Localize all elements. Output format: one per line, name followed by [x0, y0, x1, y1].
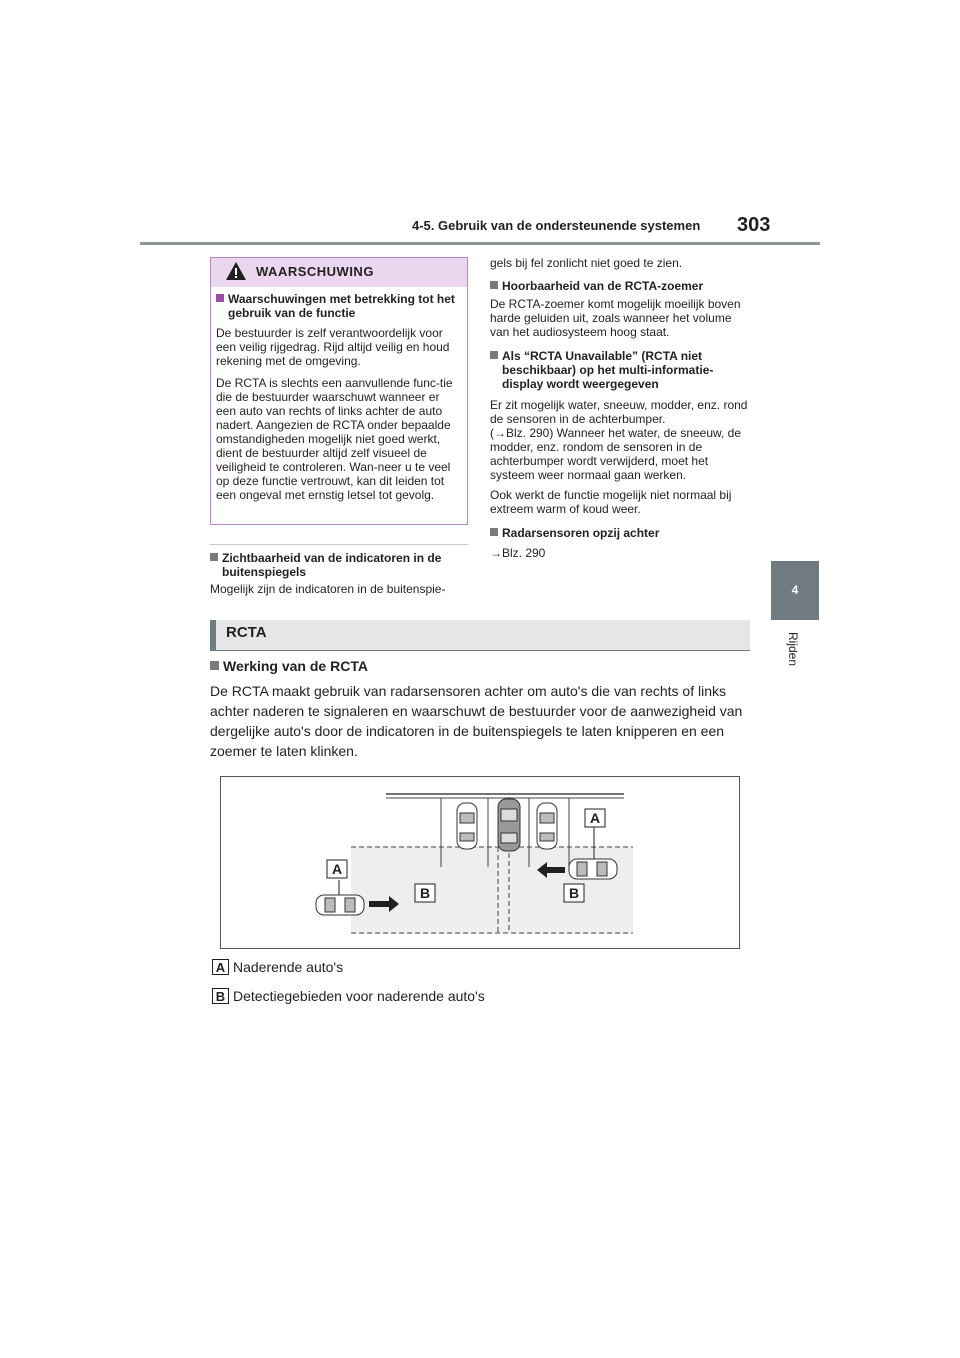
chapter-tab-label: Rijden — [786, 632, 800, 667]
section-title: RCTA — [226, 624, 267, 641]
gray-square-bullet-icon — [490, 528, 498, 536]
section-rule — [210, 650, 750, 651]
approaching-car — [316, 895, 364, 915]
gray-square-bullet-icon — [210, 553, 218, 561]
rcta-diagram — [220, 776, 740, 949]
legend-text-b: Detectiegebieden voor naderende auto's — [233, 988, 485, 1004]
rcta-illustration — [221, 777, 739, 948]
parked-car — [457, 803, 477, 849]
item-heading: Als “RCTA Unavailable” (RCTA niet beschikbaar) op het multi-informatie-display wordt weergegeven — [490, 349, 752, 391]
paragraph: Mogelijk zijn de indicatoren in de buitenspie- — [210, 582, 446, 596]
header-rule — [140, 242, 820, 245]
item-heading: Zichtbaarheid van de indicatoren in de buitenspiegels — [210, 551, 470, 579]
warning-paragraph: De RCTA is slechts een aanvullende func-tie die de bestuurder waarschuwt wanneer er een auto van rechts of links achter de auto nadert. Aangezien de RCTA onder bepaalde omstandigheden mogelijk niet goed werkt, dient de bestuurder altijd zelf visueel de veiligheid te controleren. Wan-neer u te veel op deze functie vertrouwt, kan dit leiden tot een ongeval met ernstig letsel tot gevolg. — [216, 376, 453, 502]
diagram-label-b: B — [568, 885, 580, 901]
page-number: 303 — [737, 214, 771, 236]
approaching-car — [569, 859, 617, 879]
section-paragraph: De RCTA maakt gebruik van radarsensoren achter om auto's die van rechts of links achter naderen te signaleren en waarschuwt de bestuurder voor de aanwezigheid van dergelijke auto's door de indicatoren in de buitenspiegels te laten knipperen en een zoemer te laten klinken. — [210, 683, 743, 759]
warning-paragraph: De bestuurder is zelf verantwoordelijk voor een veilig rijgedrag. Rijd altijd veilig en houd rekening met de omgeving. — [216, 326, 450, 368]
diagram-label-b: B — [419, 885, 431, 901]
own-car — [498, 799, 520, 851]
subsection-heading: Werking van de RCTA — [210, 658, 368, 674]
diagram-label-a: A — [589, 810, 601, 826]
warning-title: WAARSCHUWING — [256, 264, 374, 279]
parked-car — [537, 803, 557, 849]
divider — [210, 544, 468, 545]
warning-triangle-icon — [225, 261, 247, 281]
page-reference: →Blz. 290 — [490, 546, 546, 560]
item-heading: Hoorbaarheid van de RCTA-zoemer — [490, 279, 752, 293]
chapter-tab-divider — [771, 620, 819, 621]
section-bar — [210, 620, 750, 650]
gray-square-bullet-icon — [490, 351, 498, 359]
chapter-tab: 4 — [771, 561, 819, 620]
purple-square-bullet-icon — [216, 294, 224, 302]
paragraph: (→Blz. 290) Wanneer het water, de sneeuw, de modder, enz. rondom de sensoren in de achterbumper wordt verwijderd, moet het systeem weer normaal gaan werken. — [490, 426, 742, 482]
paragraph: Er zit mogelijk water, sneeuw, modder, enz. rond de sensoren in de achterbumper. — [490, 398, 748, 426]
paragraph: Ook werkt de functie mogelijk niet normaal bij extreem warm of koud weer. — [490, 488, 732, 516]
gray-square-bullet-icon — [210, 661, 219, 670]
legend-key-b: B — [212, 988, 229, 1004]
item-heading: Radarsensoren opzij achter — [490, 526, 752, 540]
chapter-title: 4-5. Gebruik van de ondersteunende systemen — [412, 218, 701, 233]
section-bar-accent — [210, 620, 216, 650]
diagram-label-a: A — [331, 861, 343, 877]
gray-square-bullet-icon — [490, 281, 498, 289]
paragraph: gels bij fel zonlicht niet goed te zien. — [490, 256, 683, 270]
legend-key-a: A — [212, 959, 229, 975]
warning-item-heading: Waarschuwingen met betrekking tot het gebruik van de functie — [216, 292, 462, 320]
legend-text-a: Naderende auto's — [233, 959, 344, 975]
paragraph: De RCTA-zoemer komt mogelijk moeilijk boven harde geluiden uit, zoals wanneer het volume van het audiosysteem hoog staat. — [490, 297, 741, 339]
